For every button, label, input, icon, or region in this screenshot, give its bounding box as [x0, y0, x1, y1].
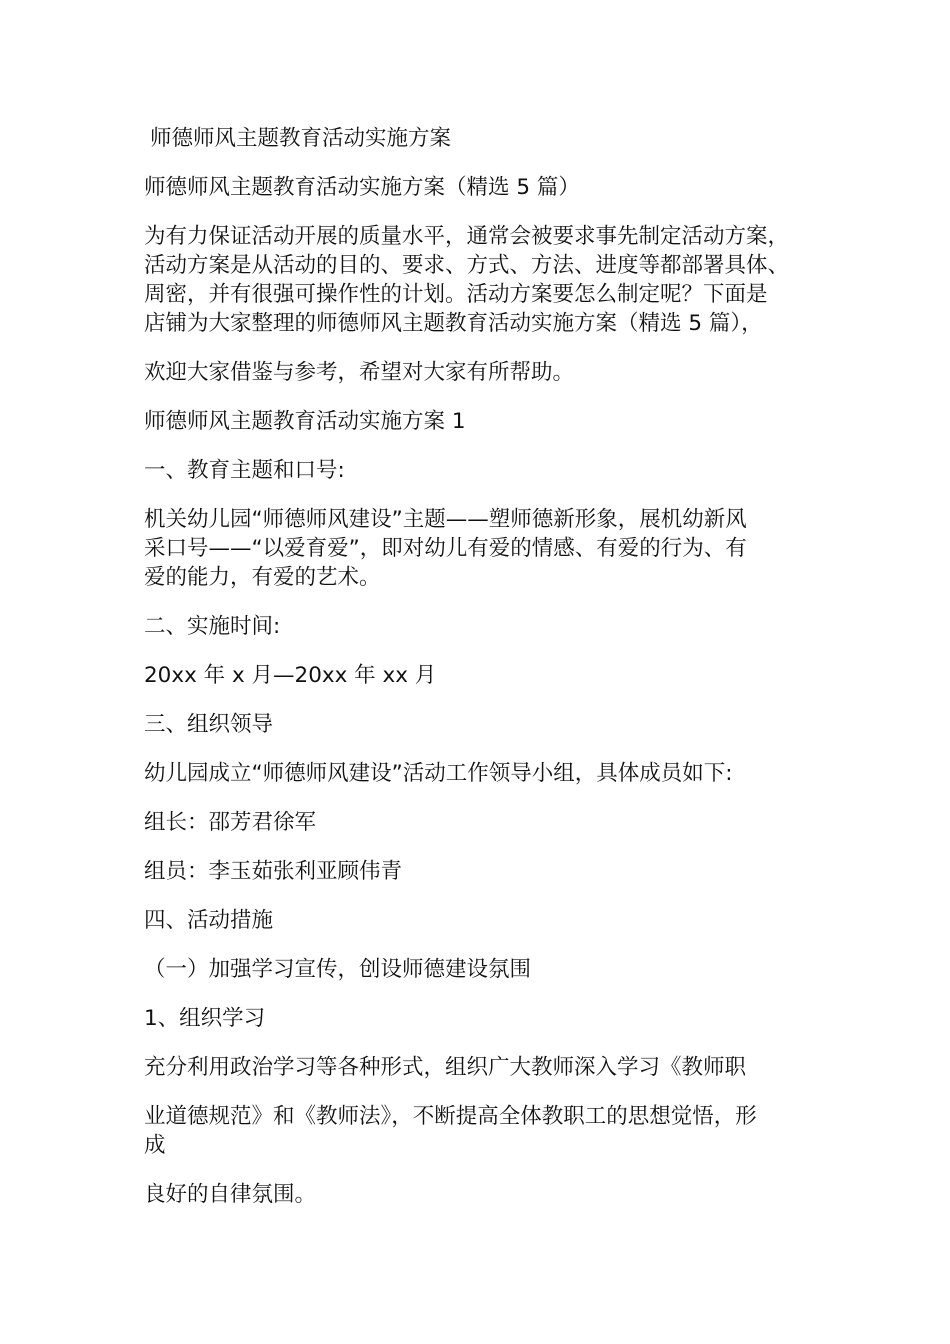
intro-line: 活动方案是从活动的目的、要求、方式、方法、进度等都部署具体、: [144, 253, 790, 278]
heading-organization: 三、组织领导: [144, 712, 274, 737]
organization-description: 幼儿园成立“师德师风建设”活动工作领导小组，具体成员如下:: [144, 761, 733, 786]
theme-line: 机关幼儿园“师德师风建设”主题——塑师德新形象，展机幼新风: [144, 507, 747, 532]
group-leader: 组长：邵芳君徐军: [144, 810, 317, 835]
item-heading: 1、组织学习: [144, 1006, 266, 1031]
group-members: 组员：李玉茹张利亚顾伟青: [144, 859, 403, 884]
heading-measures: 四、活动措施: [144, 908, 274, 933]
study-paragraph: [144, 1102, 824, 1160]
study-line: 良好的自律氛围。: [144, 1182, 317, 1207]
intro-closing: 欢迎大家借鉴与参考，希望对大家有所帮助。: [144, 360, 575, 385]
study-line: 充分利用政治学习等各种形式，组织广大教师深入学习《教师职: [144, 1055, 747, 1080]
heading-theme: 一、教育主题和口号:: [144, 458, 345, 483]
measure-heading: （一）加强学习宣传，创设师德建设氛围: [144, 957, 532, 982]
study-line: 成: [144, 1133, 166, 1158]
intro-line: 为有力保证活动开展的质量水平，通常会被要求事先制定活动方案，: [144, 224, 790, 249]
time-range: 20xx 年 x 月—20xx 年 xx 月: [144, 663, 437, 688]
theme-paragraph: [144, 505, 824, 592]
heading-time: 二、实施时间:: [144, 614, 281, 639]
intro-paragraph: [144, 222, 824, 338]
document-body: [144, 124, 824, 1209]
theme-line: 爱的能力，有爱的艺术。: [144, 565, 381, 590]
document-subtitle: 师德师风主题教育活动实施方案（精选 5 篇）: [144, 175, 580, 200]
study-line: 业道德规范》和《教师法》，不断提高全体教职工的思想觉悟，形: [144, 1104, 757, 1129]
theme-line: 采口号——“以爱育爱”，即对幼儿有爱的情感、有爱的行为、有: [144, 536, 747, 561]
intro-line: 周密，并有很强可操作性的计划。活动方案要怎么制定呢？下面是: [144, 282, 768, 307]
section-title: 师德师风主题教育活动实施方案 1: [144, 409, 466, 434]
document-title: 师德师风主题教育活动实施方案: [150, 126, 452, 151]
intro-line: 店铺为大家整理的师德师风主题教育活动实施方案（精选 5 篇），: [144, 311, 763, 336]
